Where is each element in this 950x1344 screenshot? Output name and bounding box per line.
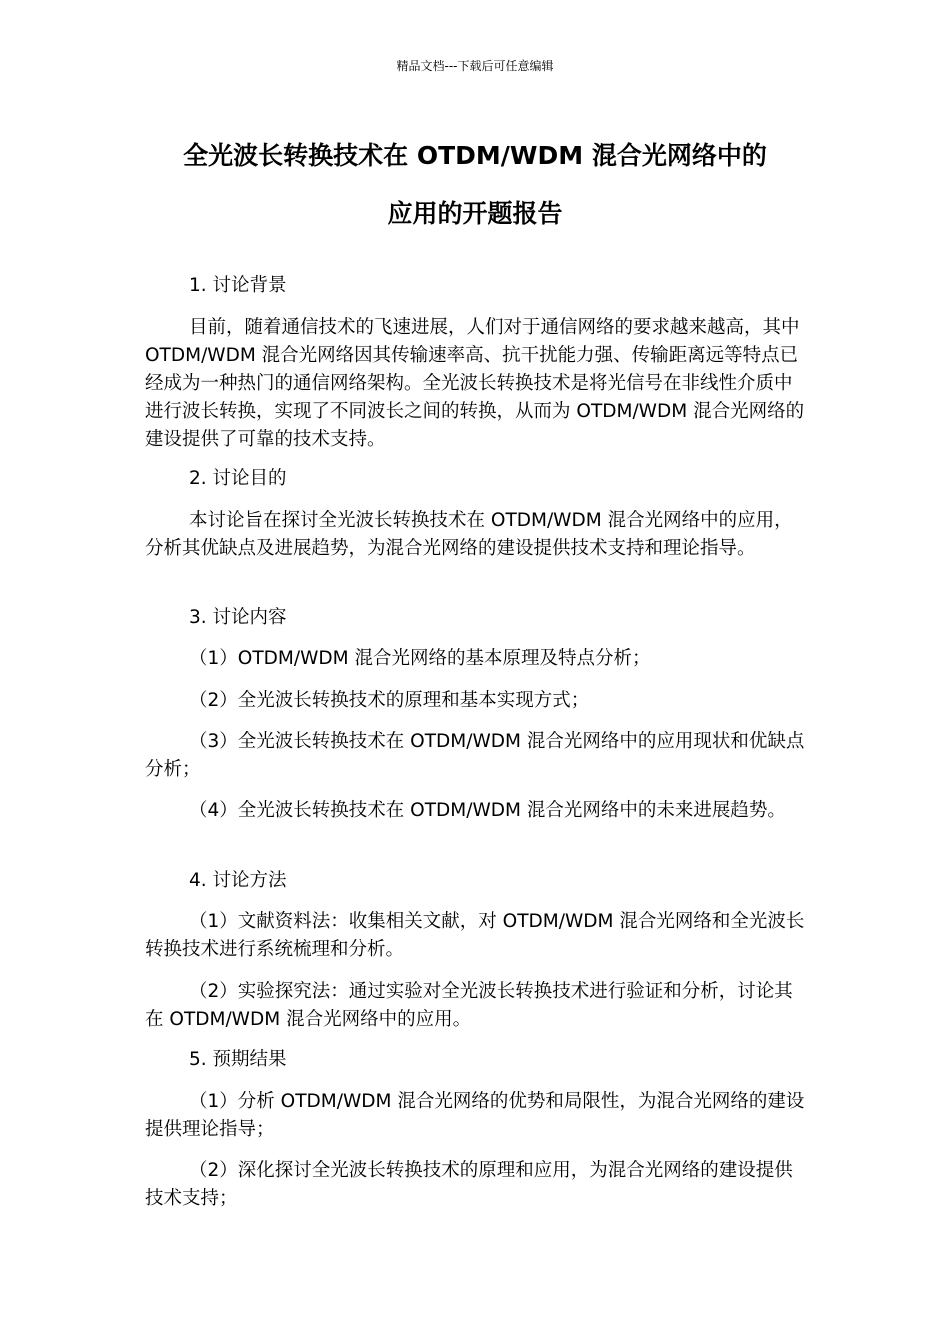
section-heading-method: 4. 讨论方法 bbox=[189, 870, 287, 891]
list-item-content-3: （3）全光波长转换技术在 OTDM/WDM 混合光网络中的应用现状和优缺点分析； bbox=[145, 731, 805, 780]
list-item-results-2: （2）深化探讨全光波长转换技术的原理和应用，为混合光网络的建设提供技术支持； bbox=[145, 1160, 793, 1209]
list-item-method-2: （2）实验探究法：通过实验对全光波长转换技术进行验证和分析，讨论其在 OTDM/WDM 混合光网络中的应用。 bbox=[145, 981, 793, 1030]
section-heading-background: 1. 讨论背景 bbox=[189, 275, 287, 296]
section-heading-purpose: 2. 讨论目的 bbox=[189, 468, 287, 489]
list-item-results-1: （1）分析 OTDM/WDM 混合光网络的优势和局限性，为混合光网络的建设提供理论指导； bbox=[145, 1091, 805, 1140]
list-item-method-1: （1）文献资料法：收集相关文献，对 OTDM/WDM 混合光网络和全光波长转换技术进行系统梳理和分析。 bbox=[145, 911, 805, 960]
document-title-line-2: 应用的开题报告 bbox=[387, 199, 563, 228]
list-item-content-2: （2）全光波长转换技术的原理和基本实现方式； bbox=[189, 690, 590, 711]
paragraph-background: 目前，随着通信技术的飞速进展，人们对于通信网络的要求越来越高，其中 OTDM/WDM 混合光网络因其传输速率高、抗干扰能力强、传输距离远等特点已经成为一种热门的通信网络架构。全光波长转换技术是将光信号在非线性介质中进行波长转换，实现了不同波长之间的转换，从而为 OTDM/WDM 混合光网络的建设提供了可靠的技术支持。 bbox=[145, 317, 805, 450]
document-title-line-1: 全光波长转换技术在 OTDM/WDM 混合光网络中的 bbox=[183, 141, 767, 170]
list-item-content-1: （1）OTDM/WDM 混合光网络的基本原理及特点分析； bbox=[189, 648, 651, 669]
section-heading-content: 3. 讨论内容 bbox=[189, 607, 287, 628]
section-heading-results: 5. 预期结果 bbox=[189, 1049, 287, 1070]
list-item-content-4: （4）全光波长转换技术在 OTDM/WDM 混合光网络中的未来进展趋势。 bbox=[189, 800, 786, 821]
paragraph-purpose: 本讨论旨在探讨全光波长转换技术在 OTDM/WDM 混合光网络中的应用，分析其优缺点及进展趋势，为混合光网络的建设提供技术支持和理论指导。 bbox=[145, 510, 793, 559]
page-header: 精品文档---下载后可任意编辑 bbox=[396, 59, 554, 73]
